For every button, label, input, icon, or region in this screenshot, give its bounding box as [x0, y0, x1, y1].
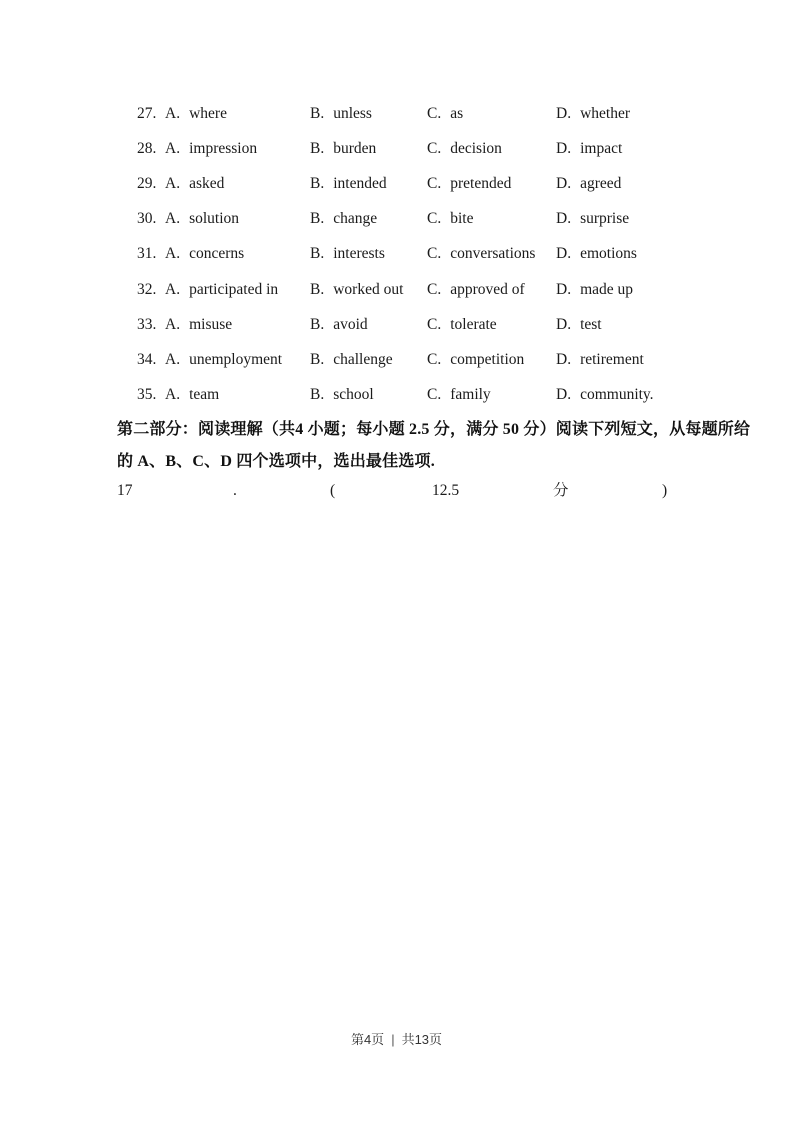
option-d-text: agreed	[580, 174, 622, 192]
score-line	[0, 481, 793, 501]
footer-separator: |	[391, 1032, 395, 1047]
question-number: 30.	[137, 210, 157, 228]
option-d-text: whether	[580, 104, 630, 122]
option-a-text: misuse	[189, 315, 233, 333]
option-a-letter: A.	[165, 210, 181, 228]
option-b-text: school	[333, 386, 374, 404]
option-b-text: avoid	[333, 315, 368, 333]
option-d-letter: D.	[556, 280, 572, 298]
option-c-letter: C.	[427, 315, 442, 333]
option-d-letter: D.	[556, 350, 572, 368]
option-d	[556, 386, 713, 404]
option-c-text: approved of	[450, 280, 525, 298]
option-a	[165, 281, 310, 299]
option-a	[165, 351, 310, 369]
option-c	[427, 351, 556, 369]
question-number: 35.	[137, 386, 157, 404]
option-a	[165, 316, 310, 334]
option-a-text: impression	[189, 139, 258, 157]
option-c-letter: C.	[427, 350, 442, 368]
option-d-text: impact	[580, 139, 623, 157]
question-options-block	[137, 96, 713, 413]
option-c-text: family	[450, 386, 491, 404]
option-c	[427, 316, 556, 334]
option-c	[427, 281, 556, 299]
option-d	[556, 245, 713, 263]
score-line-number: 17	[117, 482, 133, 499]
option-b	[310, 316, 427, 334]
option-b	[310, 105, 427, 123]
option-d-text: test	[580, 315, 602, 333]
option-c-letter: C.	[427, 174, 442, 192]
option-d-text: emotions	[580, 245, 637, 263]
option-b	[310, 281, 427, 299]
option-a-text: participated in	[189, 280, 279, 298]
question-row	[137, 342, 713, 377]
option-d	[556, 316, 713, 334]
option-b-text: burden	[333, 139, 377, 157]
option-d-letter: D.	[556, 245, 572, 263]
option-b-text: change	[333, 210, 378, 228]
option-a-text: where	[189, 104, 227, 122]
option-b-letter: B.	[310, 210, 325, 228]
option-c-letter: C.	[427, 245, 442, 263]
option-d-text: retirement	[580, 350, 644, 368]
question-row	[137, 307, 713, 342]
option-c-letter: C.	[427, 210, 442, 228]
question-number: 34.	[137, 350, 157, 368]
section-header-line2: 的 A、B、C、D 四个选项中，选出最佳选项.	[117, 453, 435, 470]
footer-page-number: 第4页	[350, 1032, 385, 1047]
option-b-letter: B.	[310, 280, 325, 298]
option-d-text: community.	[580, 386, 654, 404]
option-a-text: team	[189, 386, 220, 404]
option-c	[427, 210, 556, 228]
question-row	[137, 202, 713, 237]
option-d-letter: D.	[556, 174, 572, 192]
option-a	[165, 245, 310, 263]
score-line-unit: 分	[553, 482, 569, 499]
option-b	[310, 386, 427, 404]
question-row	[137, 237, 713, 272]
question-number: 33.	[137, 315, 157, 333]
option-c	[427, 386, 556, 404]
question-number: 31.	[137, 245, 157, 263]
option-b-letter: B.	[310, 245, 325, 263]
option-c-letter: C.	[427, 104, 442, 122]
option-a-letter: A.	[165, 315, 181, 333]
page-footer	[0, 1032, 793, 1048]
option-c-letter: C.	[427, 386, 442, 404]
option-b-text: intended	[333, 174, 387, 192]
option-c-text: decision	[450, 139, 502, 157]
option-c	[427, 175, 556, 193]
option-a-letter: A.	[165, 350, 181, 368]
option-a-letter: A.	[165, 386, 181, 404]
option-c	[427, 105, 556, 123]
option-c-text: bite	[450, 210, 474, 228]
option-b-text: interests	[333, 245, 385, 263]
option-a-letter: A.	[165, 139, 181, 157]
option-d	[556, 140, 713, 158]
question-row	[137, 378, 713, 413]
option-c-text: tolerate	[450, 315, 497, 333]
option-a-letter: A.	[165, 280, 181, 298]
option-a	[165, 175, 310, 193]
question-row	[137, 166, 713, 201]
option-b-text: challenge	[333, 350, 393, 368]
option-a-text: solution	[189, 210, 240, 228]
option-c-text: pretended	[450, 174, 512, 192]
score-line-close-paren: )	[662, 482, 668, 499]
section-header-line1: 第二部分：阅读理解（共4 小题；每小题 2.5 分，满分 50 分）阅读下列短文，从每题所给	[117, 421, 751, 438]
option-b-letter: B.	[310, 104, 325, 122]
option-a	[165, 210, 310, 228]
option-a-text: asked	[189, 174, 225, 192]
option-c	[427, 140, 556, 158]
option-d-letter: D.	[556, 104, 572, 122]
option-c-letter: C.	[427, 280, 442, 298]
question-number: 29.	[137, 174, 157, 192]
option-b	[310, 245, 427, 263]
score-line-points: 12.5	[432, 482, 460, 499]
option-a	[165, 140, 310, 158]
option-a	[165, 386, 310, 404]
option-b-letter: B.	[310, 350, 325, 368]
option-a	[165, 105, 310, 123]
option-b-text: unless	[333, 104, 372, 122]
option-a-text: unemployment	[189, 350, 283, 368]
question-number: 32.	[137, 280, 157, 298]
option-d-letter: D.	[556, 139, 572, 157]
option-b	[310, 175, 427, 193]
score-line-dot: .	[233, 482, 237, 499]
section-header	[117, 414, 751, 478]
option-b	[310, 210, 427, 228]
option-c-text: competition	[450, 350, 525, 368]
option-b-letter: B.	[310, 315, 325, 333]
option-b-letter: B.	[310, 386, 325, 404]
option-d	[556, 351, 713, 369]
option-b	[310, 140, 427, 158]
option-a-letter: A.	[165, 104, 181, 122]
option-b-text: worked out	[333, 280, 404, 298]
option-c-letter: C.	[427, 139, 442, 157]
option-d-letter: D.	[556, 315, 572, 333]
option-b	[310, 351, 427, 369]
question-row	[137, 131, 713, 166]
option-d	[556, 105, 713, 123]
option-d-text: surprise	[580, 210, 630, 228]
option-d-text: made up	[580, 280, 634, 298]
option-d	[556, 210, 713, 228]
option-a-text: concerns	[189, 245, 245, 263]
option-d	[556, 175, 713, 193]
footer-total-pages: 共13页	[401, 1032, 443, 1047]
question-number: 27.	[137, 104, 157, 122]
option-c-text: as	[450, 104, 464, 122]
option-a-letter: A.	[165, 174, 181, 192]
question-row	[137, 272, 713, 307]
question-number: 28.	[137, 139, 157, 157]
score-line-open-paren: (	[330, 482, 336, 499]
option-c-text: conversations	[450, 245, 536, 263]
option-a-letter: A.	[165, 245, 181, 263]
option-d	[556, 281, 713, 299]
option-c	[427, 245, 556, 263]
option-d-letter: D.	[556, 386, 572, 404]
option-b-letter: B.	[310, 174, 325, 192]
option-d-letter: D.	[556, 210, 572, 228]
option-b-letter: B.	[310, 139, 325, 157]
question-row	[137, 96, 713, 131]
